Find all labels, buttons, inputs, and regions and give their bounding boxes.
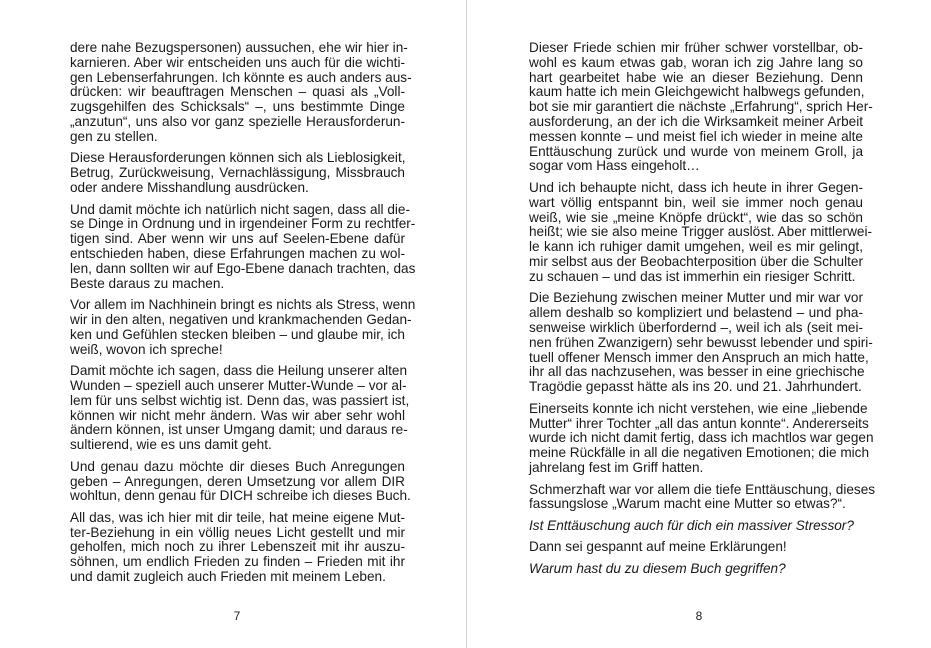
paragraph [529, 290, 873, 395]
text-line: kaum hatte ich mein Gleichgewicht halbwegs gefunden, [529, 84, 865, 100]
text-line: se Dinge in Ordnung und in irgendeiner Form zu rechtfer- [70, 216, 416, 232]
paragraph [70, 151, 405, 195]
text-line: jahrelang fest im Griff hatten. [529, 459, 704, 475]
text-line: weiß, wie sie „meine Knöpfe drückt“, wie das so schön [529, 209, 863, 225]
text-line: All das, was ich hier mit dir teile, hat meine eigene Mut- [70, 509, 405, 525]
text-line: ihr all das nachzusehen, was besser in eine griechische [529, 364, 865, 380]
text-line: Die Beziehung zwischen meiner Mutter und mir war vor [529, 290, 863, 306]
text-line: Und damit möchte ich natürlich nicht sagen, dass all die- [70, 201, 411, 217]
text-line: le kann ich ruhiger damit umgehen, weil es mir gelingt, [529, 239, 863, 255]
paragraph [70, 511, 405, 585]
text-line: dere nahe Bezugspersonen) aussuchen, ehe wir hier in- [70, 40, 408, 55]
text-line: Diese Herausforderungen können sich als Lieblosigkeit, [70, 150, 406, 166]
text-line: ändern können, ist unser Umgang damit; und daraus re- [70, 422, 408, 438]
text-line: tigen sind. Aber wenn wir uns auf Seelen-Ebene dafür [70, 231, 405, 247]
left-page-text [70, 40, 416, 592]
paragraph [529, 562, 863, 577]
text-line: meine Rückfälle in all die negativen Emotionen; die mich [529, 445, 870, 461]
text-line: heißt; wie sie also meine Trigger auslöst. Aber mittlerwei- [529, 224, 872, 240]
text-line: wir in den alten, negativen und krankmachenden Gedan- [70, 311, 412, 327]
text-line: nen frühen Zwanzigern) sehr bewusst lebender und spiri- [529, 334, 873, 350]
text-line: Und ich behaupte nicht, dass ich heute in ihrer Gegen- [529, 179, 863, 195]
paragraph [70, 458, 411, 504]
text-line: tuell offener Mensch immer den Anspruch an mich hatte, [529, 349, 869, 365]
page-number-right: 8 [695, 609, 703, 623]
paragraph [529, 179, 872, 285]
text-line: gen zu stellen. [70, 128, 158, 144]
text-line: messen konnte – und meist fiel ich wieder in meine alte [529, 128, 863, 144]
text-line: weiß, wovon ich spreche! [70, 341, 223, 357]
text-line: geholfen, mich noch zu ihrer Lebenszeit mit ihr auszu- [70, 539, 405, 555]
text-line: fassungslose „Warum macht eine Mutter so etwas?“. [529, 496, 846, 512]
text-line: Betrug, Zurückweisung, Vernachlässigung, Missbrauch [70, 165, 405, 181]
text-line: hart gearbeitet habe wie an dieser Beziehung. Denn [529, 69, 863, 85]
text-line: gen Lebenserfahrungen. Ich könnte es auch anders aus- [70, 69, 412, 85]
text-line: karnieren. Aber wir entscheiden uns auch für die wichti- [70, 54, 405, 70]
text-line: bot sie mir garantiert die nächste „Erfahrung“, sprich Her- [529, 99, 873, 115]
text-line: sultierend, wie es uns damit geht. [70, 437, 272, 453]
text-line: Beste daraus zu machen. [70, 275, 225, 291]
paragraph [70, 297, 416, 357]
text-line: wart völlig entspannt bin, weil sie immer noch genau [529, 194, 863, 210]
text-line: sogar vom Hass eingeholt… [529, 158, 700, 174]
right-page-text [529, 40, 876, 584]
text-line: Schmerzhaft war vor allem die tiefe Enttäuschung, dieses [529, 481, 876, 497]
text-line: ken und Gefühlen stecken bleiben – und glaube mir, ich [70, 326, 405, 342]
text-line: drücken: wir beauftragen Menschen – quasi als „Voll- [70, 84, 405, 100]
paragraph [70, 201, 416, 292]
text-line: „anzutun“, uns also vor ganz spezielle Herausforderun- [70, 113, 405, 129]
text-line: len, dann sollten wir auf Ego-Ebene danach trachten, das [70, 260, 416, 276]
page-number-left: 7 [233, 609, 241, 623]
text-line: ter-Beziehung in ein völlig neues Licht gestellt und mir [70, 524, 405, 540]
text-line: Enttäuschung zurück und wurde von meinem Groll, ja [529, 143, 863, 159]
text-line: lem für uns selbst wichtig ist. Denn das, was passiert ist, [70, 392, 410, 408]
text-line: Dieser Friede schien mir früher schwer vorstellbar, ob- [529, 40, 863, 55]
text-line: Einerseits konnte ich nicht verstehen, wie eine „liebende [529, 400, 868, 416]
text-line: Dann sei gespannt auf meine Erklärungen! [529, 539, 787, 555]
text-line: Vor allem im Nachhinein bringt es nichts als Stress, wenn [70, 297, 416, 313]
text-line: Tragödie gepasst hätte als ins 20. und 21. Jahrhundert. [529, 379, 862, 395]
text-line: senweise wirklich überfordernd –, weil ich als (seit mei- [529, 319, 863, 335]
text-line: Und genau dazu möchte dir dieses Buch Anregungen [70, 458, 405, 474]
text-line: söhnen, um endlich Frieden zu finden – Frieden mit ihr [70, 554, 405, 570]
text-line: Ist Enttäuschung auch für dich ein massiver Stressor? [529, 517, 854, 533]
paragraph [529, 519, 863, 534]
text-line: allem deshalb so kompliziert und belastend – und pha- [529, 305, 863, 321]
text-line: Warum hast du zu diesem Buch gegriffen? [529, 561, 786, 577]
text-line: wohl es kaum etwas gab, woran ich zig Jahre lang so [529, 54, 863, 70]
text-line: oder andere Misshandlung ausdrücken. [70, 179, 309, 195]
text-line: Damit möchte ich sagen, dass die Heilung unserer alten [70, 363, 408, 379]
paragraph [70, 40, 412, 145]
paragraph [529, 40, 873, 174]
text-line: Mutter“ ihrer Tochter „all das antun konnte“. Andererseits [529, 415, 869, 431]
paragraph [70, 363, 410, 453]
text-line: können wir nicht mehr ändern. Was wir aber sehr wohl [70, 407, 405, 423]
text-line: mir selbst aus der Beobachterposition über die Schulter [529, 253, 863, 269]
paragraph [529, 400, 874, 476]
right-page [467, 0, 931, 648]
text-line: ausforderung, an der ich die Wirksamkeit meiner Arbeit [529, 113, 863, 129]
text-line: zu schauen – und das ist immerhin ein riesiger Schritt. [529, 268, 856, 284]
text-line: wurde ich nicht damit fertig, dass ich machtlos war gegen [529, 430, 874, 446]
paragraph [529, 481, 876, 513]
text-line: entschieden haben, diese Erfahrungen machen zu wol- [70, 245, 405, 261]
paragraph [529, 540, 863, 555]
text-line: und damit zugleich auch Frieden mit meinem Leben. [70, 569, 386, 585]
text-line: zugsgehilfen des Schicksals“ –, uns bestimmte Dinge [70, 99, 405, 115]
text-line: Wunden – speziell auch unserer Mutter-Wunde – vor al- [70, 377, 407, 393]
text-line: geben – Anregungen, deren Umsetzung vor allem DIR [70, 473, 405, 489]
text-line: wohltun, denn genau für DICH schreibe ich dieses Buch. [70, 488, 411, 504]
